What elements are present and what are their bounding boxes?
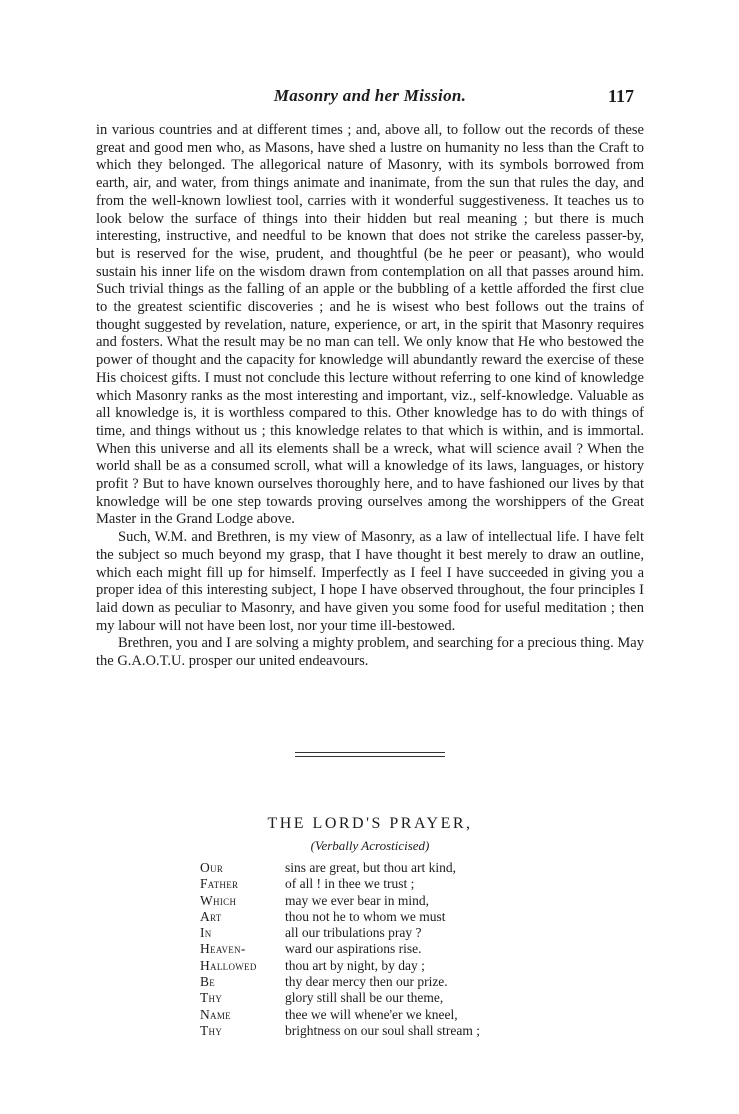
poem-line-text: brightness on our soul shall stream ; (285, 1022, 480, 1038)
poem-line-text: all our tribulations pray ? (285, 925, 422, 941)
poem-line (200, 941, 580, 957)
acrostic-word: In (200, 925, 212, 941)
acrostic-word: Be (200, 974, 216, 990)
poem-line (200, 974, 580, 990)
poem-line-text: ward our aspirations rise. (285, 941, 422, 957)
poem-line-text: sins are great, but thou art kind, (285, 860, 456, 875)
acrostic-poem (200, 860, 580, 1039)
poem-line-text: may we ever bear in mind, (285, 892, 429, 908)
acrostic-word: Art (200, 908, 222, 924)
poem-line (200, 860, 580, 876)
poem-title: THE LORD'S PRAYER, (267, 815, 473, 832)
poem-line (200, 893, 580, 909)
poem-line-text: thou not he to whom we must (285, 908, 446, 924)
poem-line (200, 1007, 580, 1023)
acrostic-word: Heaven- (200, 941, 246, 957)
page-number: 117 (607, 86, 634, 106)
poem-line (200, 925, 580, 941)
poem-line (200, 958, 580, 974)
poem-subtitle: (Verbally Acrosticised) (310, 838, 430, 853)
running-head (96, 86, 644, 110)
acrostic-word: Thy (200, 990, 223, 1006)
acrostic-word: Hallowed (200, 957, 257, 973)
paragraph-conclusion: Such, W.M. and Brethren, is my view of Masonry, as a law of intellectual life. I have felt the subject so much beyond my grasp, that I have thought it best merely to draw an outline, which each might fill up for himself. Imperfectly as I feel I have succeeded in giving you a proper idea of this interesting subject, I hope I have observed throughout, the four principles I laid down as peculiar to Masonry, and have given you some food for useful meditation ; then my labour will not have been lost, nor your time ill-bestowed. (96, 529, 644, 634)
running-title: Masonry and her Mission. (273, 86, 467, 105)
poem-line-text: glory still shall be our theme, (285, 990, 444, 1006)
poem-line (200, 876, 580, 892)
acrostic-word: Father (200, 876, 239, 892)
poem-line-text: of all ! in thee we trust ; (285, 876, 415, 892)
poem-line-text: thee we will whene'er we kneel, (285, 1006, 458, 1022)
poem-line (200, 990, 580, 1006)
acrostic-word: Which (200, 892, 237, 908)
paragraph-closing: Brethren, you and I are solving a mighty problem, and searching for a precious thing. May the G.A.O.T.U. prosper our united endeavours. (96, 635, 644, 670)
lecture-text (96, 122, 644, 671)
section-divider (295, 752, 445, 760)
acrostic-word: Name (200, 1006, 231, 1022)
poem-line-text: thou art by night, by day ; (285, 957, 425, 973)
acrostic-word: Thy (200, 1022, 223, 1038)
poem-line (200, 1023, 580, 1039)
paragraph-continuation: in various countries and at different times ; and, above all, to follow out the records of these great and good men who, as Masons, have shed a lustre on humanity no less than the Craft to which they belonged. The allegorical nature of Masonry, with its symbols borrowed from earth, air, and water, from things animate and inanimate, from the sun that rules the day, and from the well-known lowliest tool, carries with it wonderful suggestiveness. It teaches us to look below the surface of things into their hidden but real meaning ; but there is much interesting, instructive, and needful to be known that does not strike the careless passer-by, but is reserved for the wise, prudent, and thoughtful (be he peer or peasant), who would sustain his inner life on the wisdom drawn from contemplation on all that passes around him. Such trivial things as the falling of an apple or the bubbling of a kettle afforded the first clue to the greatest scientific discoveries ; and he is wisest who best follows out the trains of thought suggested by revelation, nature, experience, or art, in the spirit that Masonry requires and fosters. What the result may be no man can tell. We only know that He who bestowed the power of thought and the capacity for knowledge will abundantly reward the exercise of these His choicest gifts. I must not conclude this lecture without referring to one kind of knowledge which Masonry ranks as the most interesting and important, viz., self-knowledge. Valuable as all knowledge is, it is worthless compared to this. Other knowledge has to do with things of time, and things without us ; this knowledge relates to that which is within, and is immortal. When this universe and all its elements shall be a wreck, what will science avail ? When the world shall be as a consumed scroll, what will a knowledge of its laws, languages, or history profit ? But to have known ourselves thoroughly here, and to have fashioned our lives by that knowledge will be one step towards proving ourselves among the worshippers of the Great Master in the Grand Lodge above. (96, 122, 644, 528)
poem-line (200, 909, 580, 925)
acrostic-word: Our (200, 860, 224, 875)
poem-line-text: thy dear mercy then our prize. (285, 974, 448, 990)
